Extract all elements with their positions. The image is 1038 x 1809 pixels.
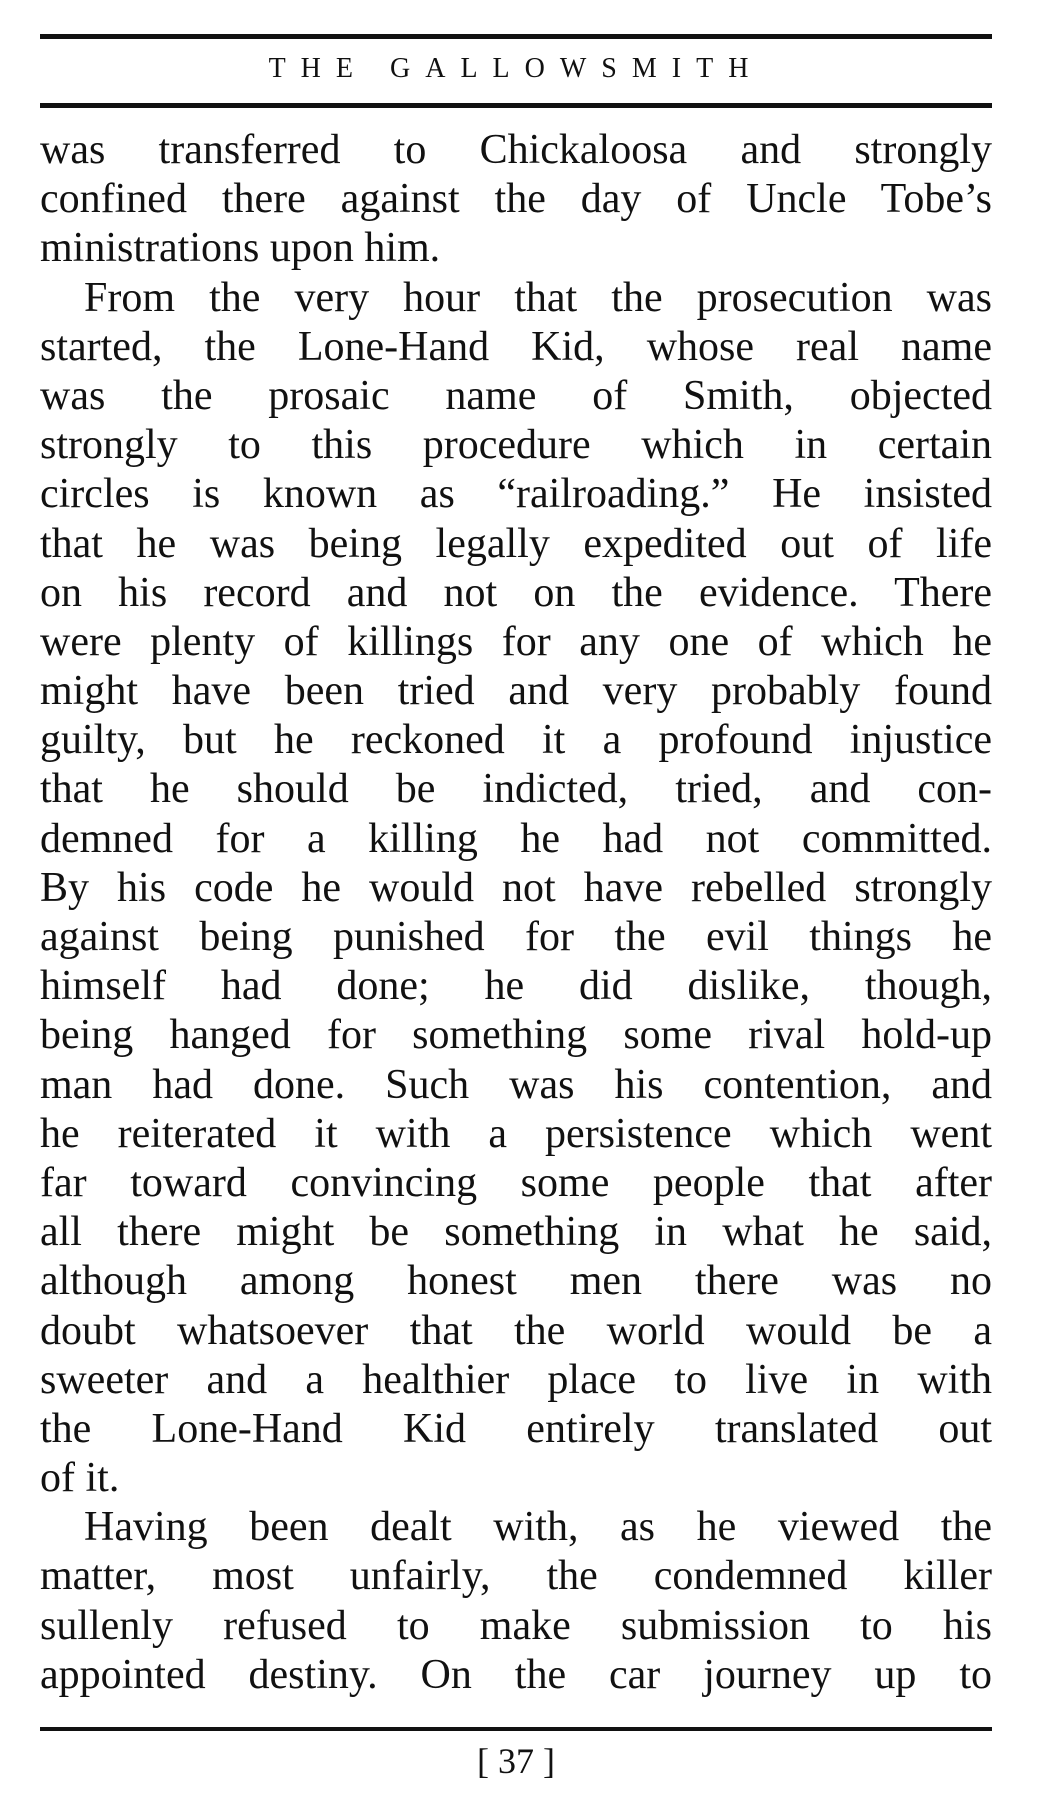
text-line: sullenly refused to make submission to his <box>40 1602 992 1649</box>
text-line: started, the Lone-Hand Kid, whose real name <box>40 323 992 370</box>
paragraph <box>40 274 992 1504</box>
text-line: that he should be indicted, tried, and con- <box>40 766 992 813</box>
text-line: ministrations upon him. <box>40 225 441 272</box>
header-bottom-rule <box>40 103 992 108</box>
text-line: being hanged for something some rival hold-up <box>40 1012 992 1059</box>
text-line: against being punished for the evil things he <box>40 914 992 960</box>
text-line: strongly to this procedure which in certain <box>40 422 992 469</box>
text-line: matter, most unfairly, the condemned killer <box>40 1553 992 1600</box>
text-line: circles is known as “railroading.” He insisted <box>40 471 992 518</box>
text-line: of it. <box>40 1455 120 1502</box>
text-line: appointed destiny. On the car journey up to <box>40 1651 992 1698</box>
text-line: he reiterated it with a persistence which went <box>40 1110 992 1157</box>
text-line: doubt whatsoever that the world would be a <box>40 1307 992 1354</box>
text-line: was transferred to Chickaloosa and strongly <box>40 127 992 173</box>
text-line: might have been tried and very probably found <box>40 668 992 715</box>
page-number: [ 37 ] <box>477 1741 555 1781</box>
text-line: were plenty of killings for any one of which he <box>40 618 992 665</box>
text-line: far toward convincing some people that after <box>40 1159 992 1206</box>
text-line: man had done. Such was his contention, and <box>40 1061 992 1108</box>
text-line: that he was being legally expedited out of life <box>40 520 992 567</box>
text-line: sweeter and a healthier place to live in with <box>40 1356 992 1403</box>
body-text <box>40 126 992 1700</box>
book-page <box>40 0 992 1809</box>
paragraph <box>40 126 992 274</box>
text-line: From the very hour that the prosecution was <box>84 274 992 321</box>
text-line: confined there against the day of Uncle Tobe’s <box>40 176 992 223</box>
text-line: demned for a killing he had not committed. <box>40 815 992 862</box>
text-line: the Lone-Hand Kid entirely translated out <box>40 1405 992 1452</box>
text-line: although among honest men there was no <box>40 1258 992 1305</box>
text-line: Having been dealt with, as he viewed the <box>84 1504 992 1551</box>
header-top-rule <box>40 34 992 39</box>
text-line: himself had done; he did dislike, though, <box>40 963 992 1010</box>
text-line: By his code he would not have rebelled strongly <box>40 864 992 911</box>
footer-rule <box>40 1727 992 1731</box>
text-line: guilty, but he reckoned it a profound injustice <box>40 717 992 764</box>
paragraph <box>40 1503 992 1700</box>
text-line: was the prosaic name of Smith, objected <box>40 372 992 419</box>
text-line: on his record and not on the evidence. There <box>40 569 992 616</box>
text-line: all there might be something in what he said, <box>40 1209 992 1256</box>
running-head: THE GALLOWSMITH <box>268 53 764 84</box>
